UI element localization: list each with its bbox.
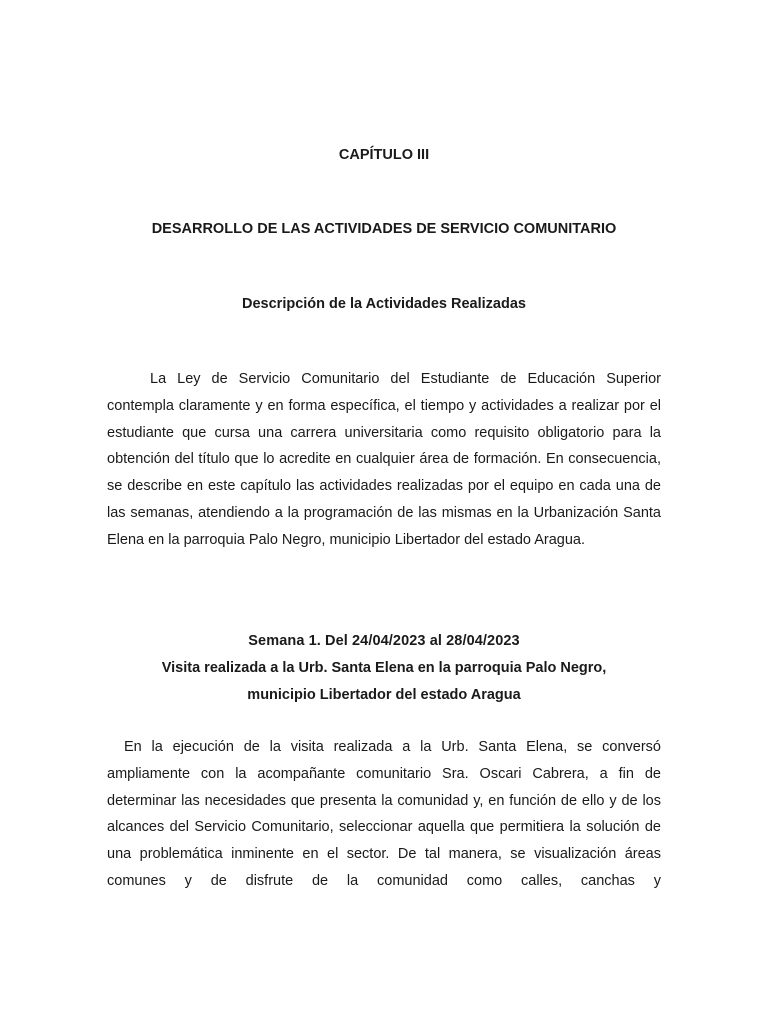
week-heading-block <box>0 628 768 708</box>
week-heading-location: municipio Libertador del estado Aragua <box>247 686 521 703</box>
chapter-title: DESARROLLO DE LAS ACTIVIDADES DE SERVICIO COMUNITARIO <box>151 221 617 237</box>
intro-paragraph: La Ley de Servicio Comunitario del Estudiante de Educación Superior contempla claramente y en forma específica, el tiempo y actividades a realizar por el estudiante que cursa una carrera universitaria como requisito obligatorio para la obtención del título que lo acredite en cualquier área de formación. En consecuencia, se describe en este capítulo las actividades realizadas por el equipo en cada una de las semanas, atendiendo a la programación de las mismas en la Urbanización Santa Elena en la parroquia Palo Negro, municipio Libertador del estado Aragua. <box>107 371 661 548</box>
visit-paragraph: En la ejecución de la visita realizada a la Urb. Santa Elena, se conversó ampliamente con la acompañante comunitario Sra. Oscari Cabrera, a fin de determinar las necesidades que presenta la comunidad y, en función de ello y de los alcances del Servicio Comunitario, seleccionar aquella que permitiera la solución de una problemática inminente en el sector. De tal manera, se visualización áreas comunes y de disfrute de la comunidad como calles, canchas y <box>107 739 661 889</box>
chapter-heading: CAPÍTULO III <box>338 147 430 163</box>
section-subtitle: Descripción de la Actividades Realizadas <box>242 296 526 312</box>
week-heading-visit: Visita realizada a la Urb. Santa Elena en la parroquia Palo Negro, <box>161 659 607 676</box>
week-heading-date: Semana 1. Del 24/04/2023 al 28/04/2023 <box>248 633 520 649</box>
